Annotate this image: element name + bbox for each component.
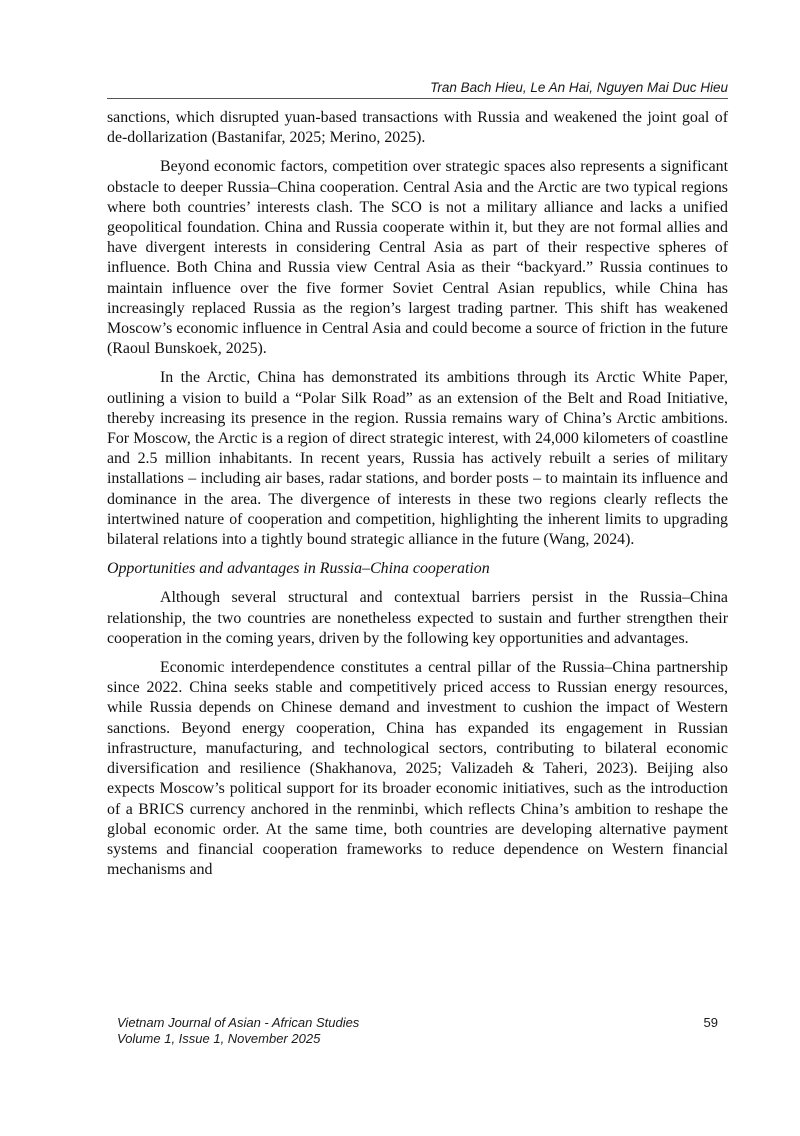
footer-journal-info xyxy=(117,1015,359,1047)
paragraph: In the Arctic, China has demonstrated its ambitions through its Arctic White Paper, outlining a vision to build a “Polar Silk Road” as an extension of the Belt and Road Initiative, thereby increasing its presence in the region. Russia remains wary of China’s Arctic ambitions. For Moscow, the Arctic is a region of direct strategic interest, with 24,000 kilometers of coastline and 2.5 million inhabitants. In recent years, Russia has actively rebuilt a series of military installations – including air bases, radar stations, and border posts – to maintain its influence and dominance in the area. The divergence of interests in these two regions clearly reflects the intertwined nature of cooperation and competition, highlighting the inherent limits to upgrading bilateral relations into a tightly bound strategic alliance in the future (Wang, 2024). xyxy=(107,369,728,549)
section-heading: Opportunities and advantages in Russia–China cooperation xyxy=(107,560,490,578)
journal-name: Vietnam Journal of Asian - African Studies xyxy=(117,1015,360,1030)
paragraph: Beyond economic factors, competition over strategic spaces also represents a significant obstacle to deeper Russia–China cooperation. Central Asia and the Arctic are two typical regions where both countries’ interests clash. The SCO is not a military alliance and lacks a unified geopolitical foundation. China and Russia cooperate within it, but they are not formal allies and have divergent interests in considering Central Asia as part of their respective spheres of influence. Both China and Russia view Central Asia as their “backyard.” Russia continues to maintain influence over the five former Soviet Central Asian republics, while China has increasingly replaced Russia as the region’s largest trading partner. This shift has weakened Moscow’s economic influence in Central Asia and could become a source of friction in the future (Raoul Bunskoek, 2025). xyxy=(107,158,728,358)
running-header: Tran Bach Hieu, Le An Hai, Nguyen Mai Duc Hieu xyxy=(430,80,728,95)
header-rule xyxy=(107,98,728,99)
paragraph: sanctions, which disrupted yuan-based transactions with Russia and weakened the joint goal of de-dollarization (Bastanifar, 2025; Merino, 2025). xyxy=(107,109,728,147)
body-text xyxy=(107,108,728,889)
paragraph: Although several structural and contextual barriers persist in the Russia–China relationship, the two countries are nonetheless expected to sustain and further strengthen their cooperation in the coming years, driven by the following key opportunities and advantages. xyxy=(107,589,728,647)
journal-issue: Volume 1, Issue 1, November 2025 xyxy=(117,1031,321,1046)
page-number: 59 xyxy=(703,1015,718,1030)
paragraph: Economic interdependence constitutes a central pillar of the Russia–China partnership since 2022. China seeks stable and competitively priced access to Russian energy resources, while Russia depends on Chinese demand and investment to cushion the impact of Western sanctions. Beyond energy cooperation, China has expanded its engagement in Russian infrastructure, manufacturing, and technological sectors, contributing to bilateral economic diversification and resilience (Shakhanova, 2025; Valizadeh & Taheri, 2023). Beijing also expects Moscow’s political support for its broader economic initiatives, such as the introduction of a BRICS currency anchored in the renminbi, which reflects China’s ambition to reshape the global economic order. At the same time, both countries are developing alternative payment systems and financial cooperation frameworks to reduce dependence on Western financial mechanisms and xyxy=(107,659,728,879)
